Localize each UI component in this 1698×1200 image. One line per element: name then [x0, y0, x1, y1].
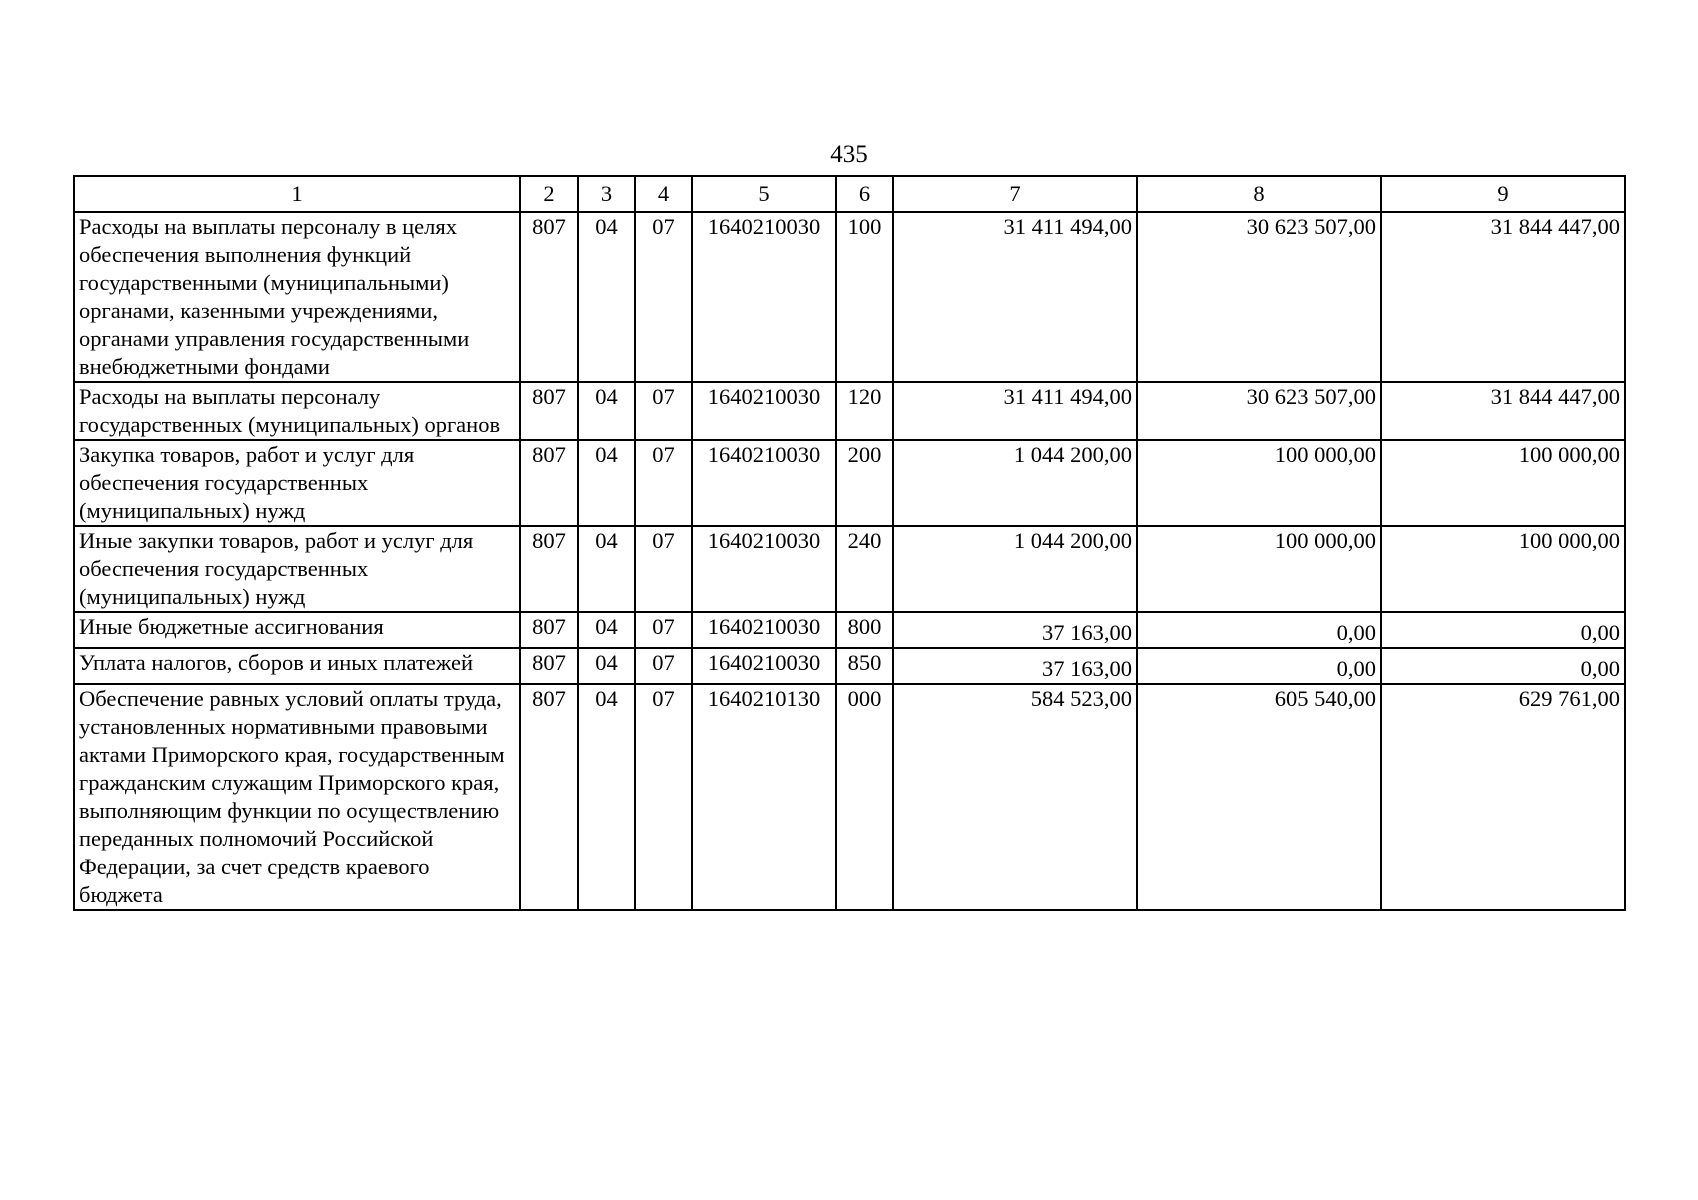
- column-number: 2: [520, 176, 578, 212]
- table-row: [74, 212, 1625, 382]
- amount-col-9: 629 761,00: [1381, 684, 1625, 910]
- department-code: 807: [520, 612, 578, 648]
- column-number-row: [74, 176, 1625, 212]
- amount-col-7: 37 163,00: [893, 648, 1137, 684]
- amount-col-8: 30 623 507,00: [1137, 212, 1381, 382]
- section-code: 04: [578, 382, 635, 440]
- section-code: 04: [578, 440, 635, 526]
- amount-col-9: 100 000,00: [1381, 440, 1625, 526]
- amount-col-8: 0,00: [1137, 612, 1381, 648]
- amount-col-9: 31 844 447,00: [1381, 382, 1625, 440]
- section-code: 04: [578, 648, 635, 684]
- expense-type-code: 850: [836, 648, 893, 684]
- department-code: 807: [520, 382, 578, 440]
- target-article-code: 1640210030: [692, 440, 836, 526]
- table-row: [74, 684, 1625, 910]
- subsection-code: 07: [635, 212, 692, 382]
- department-code: 807: [520, 440, 578, 526]
- expense-name: Иные закупки товаров, работ и услуг для обеспечения государственных (муниципальных) нужд: [74, 526, 520, 612]
- amount-col-7: 584 523,00: [893, 684, 1137, 910]
- subsection-code: 07: [635, 440, 692, 526]
- subsection-code: 07: [635, 684, 692, 910]
- target-article-code: 1640210030: [692, 382, 836, 440]
- budget-table: [73, 175, 1626, 911]
- target-article-code: 1640210030: [692, 526, 836, 612]
- subsection-code: 07: [635, 382, 692, 440]
- column-number: 7: [893, 176, 1137, 212]
- expense-type-code: 100: [836, 212, 893, 382]
- page-number: 435: [830, 141, 868, 168]
- amount-col-7: 31 411 494,00: [893, 212, 1137, 382]
- section-code: 04: [578, 684, 635, 910]
- department-code: 807: [520, 648, 578, 684]
- section-code: 04: [578, 526, 635, 612]
- expense-name: Закупка товаров, работ и услуг для обеспечения государственных (муниципальных) нужд: [74, 440, 520, 526]
- target-article-code: 1640210030: [692, 612, 836, 648]
- amount-col-8: 30 623 507,00: [1137, 382, 1381, 440]
- department-code: 807: [520, 684, 578, 910]
- table-row: [74, 648, 1625, 684]
- amount-col-9: 100 000,00: [1381, 526, 1625, 612]
- amount-col-7: 37 163,00: [893, 612, 1137, 648]
- amount-col-9: 31 844 447,00: [1381, 212, 1625, 382]
- expense-name: Иные бюджетные ассигнования: [74, 612, 520, 648]
- expense-name: Расходы на выплаты персоналу государственных (муниципальных) органов: [74, 382, 520, 440]
- amount-col-9: 0,00: [1381, 612, 1625, 648]
- expense-type-code: 240: [836, 526, 893, 612]
- expense-type-code: 120: [836, 382, 893, 440]
- expense-name: Расходы на выплаты персоналу в целях обеспечения выполнения функций государственными (муниципальными) органами, казенными учреждениями, органами управления государственными внебюджетными фондами: [74, 212, 520, 382]
- target-article-code: 1640210030: [692, 212, 836, 382]
- column-number: 1: [74, 176, 520, 212]
- subsection-code: 07: [635, 612, 692, 648]
- table-row: [74, 382, 1625, 440]
- column-number: 8: [1137, 176, 1381, 212]
- amount-col-8: 100 000,00: [1137, 440, 1381, 526]
- target-article-code: 1640210030: [692, 648, 836, 684]
- column-number: 5: [692, 176, 836, 212]
- amount-col-7: 1 044 200,00: [893, 526, 1137, 612]
- subsection-code: 07: [635, 526, 692, 612]
- amount-col-7: 1 044 200,00: [893, 440, 1137, 526]
- department-code: 807: [520, 212, 578, 382]
- expense-type-code: 200: [836, 440, 893, 526]
- section-code: 04: [578, 212, 635, 382]
- expense-type-code: 800: [836, 612, 893, 648]
- amount-col-8: 100 000,00: [1137, 526, 1381, 612]
- section-code: 04: [578, 612, 635, 648]
- column-number: 3: [578, 176, 635, 212]
- column-number: 9: [1381, 176, 1625, 212]
- column-number: 4: [635, 176, 692, 212]
- expense-name: Обеспечение равных условий оплаты труда, установленных нормативными правовыми актами Приморского края, государственным гражданским служащим Приморского края, выполняющим функции по осуществлению переданных полномочий Российской Федерации, за счет средств краевого бюджета: [74, 684, 520, 910]
- expense-type-code: 000: [836, 684, 893, 910]
- target-article-code: 1640210130: [692, 684, 836, 910]
- amount-col-7: 31 411 494,00: [893, 382, 1137, 440]
- table-row: [74, 612, 1625, 648]
- subsection-code: 07: [635, 648, 692, 684]
- expense-name: Уплата налогов, сборов и иных платежей: [74, 648, 520, 684]
- table-row: [74, 526, 1625, 612]
- amount-col-8: 605 540,00: [1137, 684, 1381, 910]
- column-number: 6: [836, 176, 893, 212]
- department-code: 807: [520, 526, 578, 612]
- table-row: [74, 440, 1625, 526]
- amount-col-9: 0,00: [1381, 648, 1625, 684]
- amount-col-8: 0,00: [1137, 648, 1381, 684]
